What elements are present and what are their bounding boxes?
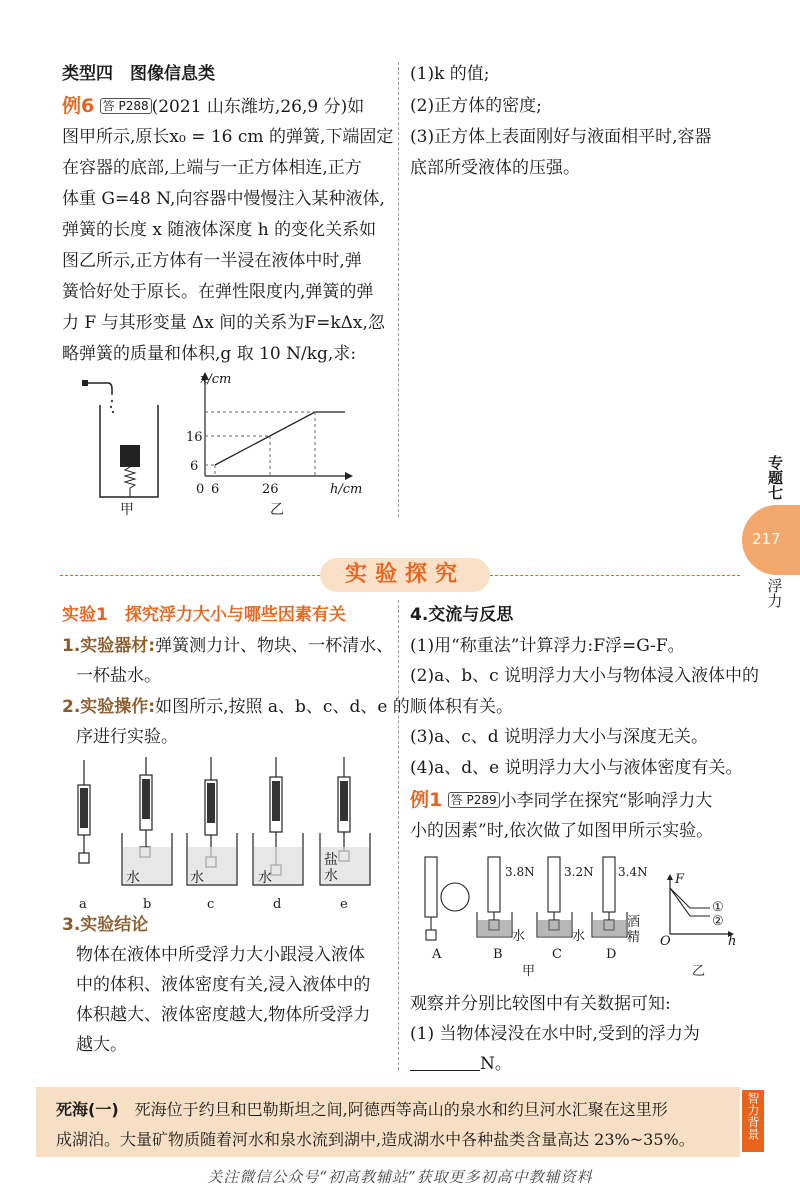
liquid-label-d: 水 [258, 870, 272, 886]
fig-label-b: b [143, 897, 152, 912]
graph-ylabel: x/cm [200, 372, 232, 387]
fig-label-A: A [432, 947, 442, 962]
text-line: 力 F 与其形变量 Δx 间的关系为F=kΔx,忽 [62, 313, 385, 333]
graph-xtick-0: 0 [196, 482, 205, 497]
fig-label-d: d [273, 897, 282, 912]
step-2 [62, 695, 427, 719]
fig-label-e: e [340, 897, 348, 912]
text-line: 簧恰好处于原长。在弹性限度内,弹簧的弹 [62, 282, 374, 302]
fig-label-a: a [79, 897, 87, 912]
type-heading: 类型四 图像信息类 [62, 64, 215, 84]
graph-xtick-26: 26 [262, 482, 279, 497]
graph-ytick-16: 16 [186, 430, 203, 445]
graph-line-2: ② [712, 914, 724, 929]
question-text: (1) 当物体浸没在水中时,受到的浮力为 [410, 1024, 700, 1044]
reflection-2b: 体积有关。 [428, 697, 513, 717]
section-banner [320, 558, 490, 592]
example-1-line [410, 788, 712, 813]
reflection-4: (4)a、d、e 说明浮力大小与液体密度有关。 [410, 758, 743, 778]
reading-b: 3.8N [505, 865, 535, 879]
text-line: 略弹簧的质量和体积,g 取 10 N/kg,求: [62, 344, 357, 364]
sidebar-subject-text: 浮力 [765, 578, 784, 608]
question-3a: (3)正方体上表面刚好与液面相平时,容器 [410, 127, 712, 147]
sidebar-subject [750, 578, 800, 608]
graph-h-label: h [728, 934, 737, 949]
footer-line-1 [56, 1098, 668, 1122]
reflection-3: (3)a、c、d 说明浮力大小与深度无关。 [410, 727, 709, 747]
banner-line-left [60, 575, 320, 576]
page-number: 217 [752, 530, 781, 548]
fig-jia-label: 甲 [120, 502, 134, 518]
fig-jia-label-2: 甲 [522, 964, 536, 979]
fig-label-D: D [606, 947, 617, 962]
conclusion-line: 中的体积、液体密度有关,浸入液体中的 [76, 975, 371, 995]
step-3-label: 3.实验结论 [62, 915, 149, 935]
conclusion-line: 体积越大、液体密度越大,物体所受浮力 [76, 1005, 371, 1025]
text-line: 图甲所示,原长x₀ = 16 cm 的弹簧,下端固定 [62, 127, 394, 147]
step-1-label: 1.实验器材: [62, 636, 156, 656]
liquid-water-b: 水 [512, 929, 526, 944]
step-1 [62, 634, 393, 658]
conclusion-line: 越大。 [76, 1035, 127, 1055]
example-6-label: 例6 [62, 95, 95, 117]
step-2-text-2: 序进行实验。 [76, 727, 178, 747]
reflection-2a: (2)a、b、c 说明浮力大小与物体浸入液体中的 [410, 666, 760, 686]
liquid-water-c: 水 [572, 929, 586, 944]
conclusion-line: 物体在液体中所受浮力大小跟浸入液体 [76, 945, 365, 965]
liquid-label-c: 水 [190, 870, 204, 886]
graph-xlabel: h/cm [330, 482, 363, 497]
answer-ref: 答 P288 [100, 98, 152, 114]
reading-c: 3.2N [564, 865, 594, 879]
container-figure [80, 375, 170, 500]
step-2-label: 2.实验操作: [62, 697, 156, 717]
liquid-alcohol-d: 酒精 [627, 915, 641, 945]
reflection-title: 4.交流与反思 [410, 605, 514, 625]
example-1-text: 小李同学在探究“影响浮力大 [499, 791, 713, 811]
graph-F-label: F [675, 872, 685, 887]
graph-ytick-6: 6 [190, 459, 199, 474]
sidebar-topic [750, 455, 800, 500]
fig-label-C: C [552, 947, 562, 962]
answer-ref-2: 答 P289 [448, 792, 500, 808]
graph-line-1: ① [712, 900, 724, 915]
liquid-label-b: 水 [126, 870, 140, 886]
text-line: 图乙所示,正方体有一半浸在液体中时,弹 [62, 251, 362, 271]
footer-tag [742, 1090, 764, 1152]
example-1-text-2: 小的因素”时,依次做了如图甲所示实验。 [410, 821, 714, 841]
footer-label: 死海(一) [56, 1100, 119, 1119]
watermark: 关注微信公众号“初高教辅站”获取更多初高中教辅资料 [207, 1168, 593, 1186]
step-1-text: 弹簧测力计、物块、一杯清水、 [155, 636, 394, 656]
banner-line-right [490, 575, 740, 576]
graph-O-label: O [660, 934, 671, 949]
liquid-label-e: 盐水 [324, 852, 338, 884]
column-divider-2 [398, 600, 399, 1070]
observe-text: 观察并分别比较图中有关数据可知: [410, 994, 671, 1014]
question-1: (1)k 的值; [410, 64, 490, 84]
question-3b: 底部所受液体的压强。 [410, 158, 580, 178]
footer-text-2: 成湖泊。大量矿物质随着河水和泉水流到湖中,造成湖水中各种盐类含量高达 23%~35%。 [56, 1130, 695, 1149]
footer-tag-text: 智力背景 [746, 1092, 760, 1140]
experiment-title: 实验1 探究浮力大小与哪些因素有关 [62, 605, 346, 625]
graph-xtick-6: 6 [211, 482, 220, 497]
fig-label-c: c [207, 897, 215, 912]
example-1-label: 例1 [410, 789, 443, 811]
example-6-line [62, 94, 364, 119]
text-line: 弹簧的长度 x 随液体深度 h 的变化关系如 [62, 220, 377, 240]
fig-label-B: B [493, 947, 503, 962]
source: (2021 山东潍坊,26,9 分) [151, 97, 348, 117]
question-2: (2)正方体的密度; [410, 96, 542, 116]
column-divider [398, 62, 399, 517]
reflection-1: (1)用“称重法”计算浮力:F浮=G-F。 [410, 636, 685, 656]
step-2-text: 如图所示,按照 a、b、c、d、e 的顺 [155, 697, 427, 717]
answer-unit: N。 [480, 1054, 512, 1074]
fig-yi-label: 乙 [270, 502, 284, 518]
text-line: 体重 G=48 N,向容器中慢慢注入某种液体, [62, 189, 385, 209]
banner-title: 实验探究 [344, 562, 465, 587]
step-1-text-2: 一杯盐水。 [76, 666, 161, 686]
text-line: 如 [347, 97, 365, 117]
fig-yi-label-2: 乙 [692, 964, 706, 979]
answer-blank-line [410, 1052, 512, 1076]
sidebar-topic-text: 专题七 [766, 455, 784, 500]
reading-d: 3.4N [618, 865, 648, 879]
footer-text-1: 死海位于约旦和巴勒斯坦之间,阿德西等高山的泉水和约旦河水汇聚在这里形 [134, 1100, 668, 1119]
text-line: 在容器的底部,上端与一正方体相连,正方 [62, 158, 362, 178]
